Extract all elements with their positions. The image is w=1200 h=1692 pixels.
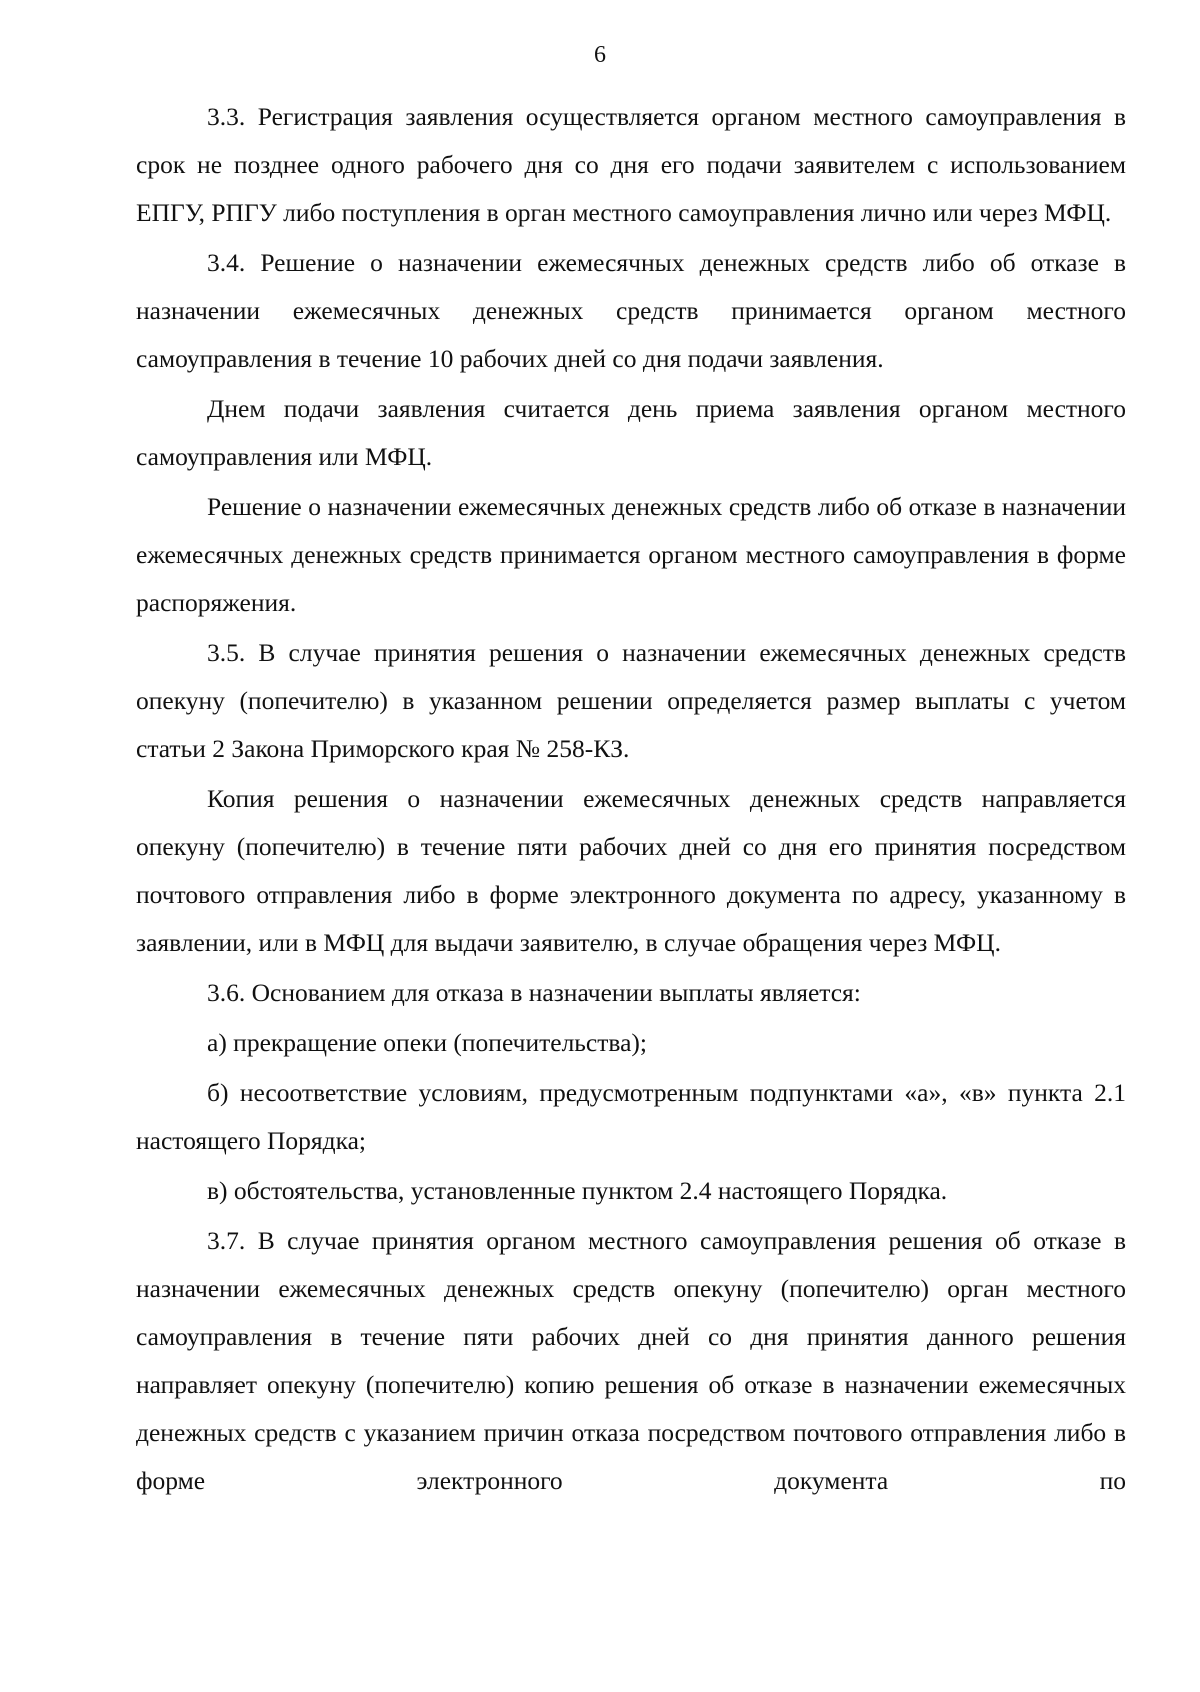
paragraph-application-day: Днем подачи заявления считается день приема заявления органом местного самоуправления или МФЦ. [136,394,1126,471]
page-number: 6 [594,42,606,68]
paragraph-decision-form: Решение о назначении ежемесячных денежных средств либо об отказе в назначении ежемесячных денежных средств принимается органом местного самоуправления в форме распоряжения. [136,492,1126,617]
document-body [136,93,1126,1507]
paragraph-3-4: 3.4. Решение о назначении ежемесячных денежных средств либо об отказе в назначении ежемесячных денежных средств принимается органом местного самоуправления в течение 10 рабочих дней со дня подачи заявления. [136,248,1126,373]
paragraph-decision-copy: Копия решения о назначении ежемесячных денежных средств направляется опекуну (попечителю) в течение пяти рабочих дней со дня его принятия посредством почтового отправления либо в форме электронного документа по адресу, указанному в заявлении, или в МФЦ для выдачи заявителю, в случае обращения через МФЦ. [136,784,1126,957]
list-item-b: б) несоответствие условиям, предусмотренным подпунктами «а», «в» пункта 2.1 настоящего Порядка; [136,1078,1126,1155]
list-item-a: а) прекращение опеки (попечительства); [207,1028,647,1057]
paragraph-3-7: 3.7. В случае принятия органом местного самоуправления решения об отказе в назначении ежемесячных денежных средств опекуну (попечителю) орган местного самоуправления в течение пяти рабочих дней со дня принятия данного решения направляет опекуну (попечителю) копию решения об отказе в назначении ежемесячных денежных средств с указанием причин отказа посредством почтового отправления либо в форме электронного документа по [136,1226,1126,1495]
list-item-v: в) обстоятельства, установленные пунктом 2.4 настоящего Порядка. [207,1176,948,1205]
paragraph-3-6: 3.6. Основанием для отказа в назначении выплаты является: [207,978,861,1007]
paragraph-3-5: 3.5. В случае принятия решения о назначении ежемесячных денежных средств опекуну (попечителю) в указанном решении определяется размер выплаты с учетом статьи 2 Закона Приморского края № 258-КЗ. [136,638,1126,763]
paragraph-3-3: 3.3. Регистрация заявления осуществляется органом местного самоуправления в срок не позднее одного рабочего дня со дня его подачи заявителем с использованием ЕПГУ, РПГУ либо поступления в орган местного самоуправления лично или через МФЦ. [136,102,1126,227]
